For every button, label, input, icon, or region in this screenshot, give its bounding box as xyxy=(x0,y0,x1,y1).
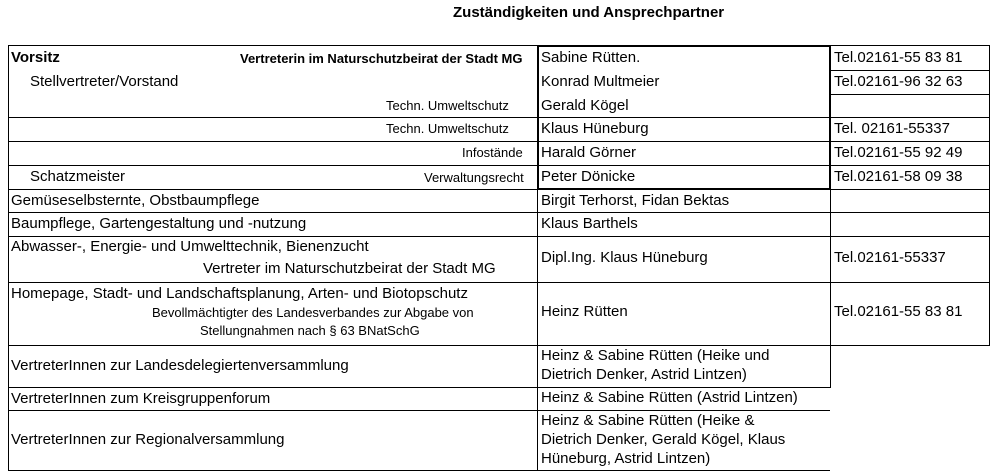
contact-tel: Tel.02161-55 92 49 xyxy=(834,144,963,161)
contact-name: Gerald Kögel xyxy=(541,97,629,114)
contact-name: Hüneburg, Astrid Lintzen) xyxy=(541,450,711,467)
role-label: VertreterInnen zur Landesdelegiertenversammlung xyxy=(11,357,349,374)
role-sub: Verwaltungsrecht xyxy=(424,170,524,185)
contact-name: Heinz & Sabine Rütten (Astrid Lintzen) xyxy=(541,389,798,406)
role-sub: Infostände xyxy=(462,145,523,160)
role-sub: Vertreter im Naturschutzbeirat der Stadt MG xyxy=(203,260,496,277)
contact-name: Dipl.Ing. Klaus Hüneburg xyxy=(541,249,708,266)
role-sub: Vertreterin im Naturschutzbeirat der Stadt MG xyxy=(240,51,523,66)
contact-name: Peter Dönicke xyxy=(541,168,636,185)
role-label: Baumpflege, Gartengestaltung und -nutzung xyxy=(11,215,307,232)
role-label: VertreterInnen zum Kreisgruppenforum xyxy=(11,390,271,407)
contact-tel: Tel.02161-55 83 81 xyxy=(834,49,963,66)
contact-name: Klaus Hüneburg xyxy=(541,120,649,137)
role-stellvertreter: Stellvertreter/Vorstand xyxy=(30,73,179,90)
contact-tel: Tel.02161-96 32 63 xyxy=(834,73,963,90)
contact-tel: Tel.02161-58 09 38 xyxy=(834,168,963,185)
contact-tel: Tel. 02161-55337 xyxy=(834,120,950,137)
page-title: Zuständigkeiten und Ansprechpartner xyxy=(453,4,725,21)
contact-name: Dietrich Denker, Gerald Kögel, Klaus xyxy=(541,431,786,448)
contact-name: Heinz Rütten xyxy=(541,303,628,320)
contact-name: Konrad Multmeier xyxy=(541,73,660,90)
contact-name: Klaus Barthels xyxy=(541,215,638,232)
contact-tel: Tel.02161-55 83 81 xyxy=(834,303,963,320)
role-label: Homepage, Stadt- und Landschaftsplanung, Arten- und Biotopschutz xyxy=(11,285,468,302)
role-label: VertreterInnen zur Regionalversammlung xyxy=(11,431,285,448)
contact-name: Harald Görner xyxy=(541,144,637,161)
contact-tel: Tel.02161-55337 xyxy=(834,249,946,266)
contact-name: Dietrich Denker, Astrid Lintzen) xyxy=(541,366,747,383)
contact-name: Birgit Terhorst, Fidan Bektas xyxy=(541,192,730,209)
role-sub: Bevollmächtigter des Landesverbandes zur Abgabe von xyxy=(152,305,474,320)
contact-name: Heinz & Sabine Rütten (Heike und xyxy=(541,347,770,364)
role-vorsitz: Vorsitz xyxy=(11,49,60,66)
contact-name: Heinz & Sabine Rütten (Heike & xyxy=(541,412,755,429)
role-sub: Techn. Umweltschutz xyxy=(386,121,509,136)
role-label: Abwasser-, Energie- und Umwelttechnik, Bienenzucht xyxy=(11,238,369,255)
role-schatzmeister: Schatzmeister xyxy=(30,168,126,185)
contact-name: Sabine Rütten. xyxy=(541,49,641,66)
role-label: Gemüseselbsternte, Obstbaumpflege xyxy=(11,192,260,209)
role-sub: Techn. Umweltschutz xyxy=(386,98,509,113)
role-sub: Stellungnahmen nach § 63 BNatSchG xyxy=(200,323,420,338)
